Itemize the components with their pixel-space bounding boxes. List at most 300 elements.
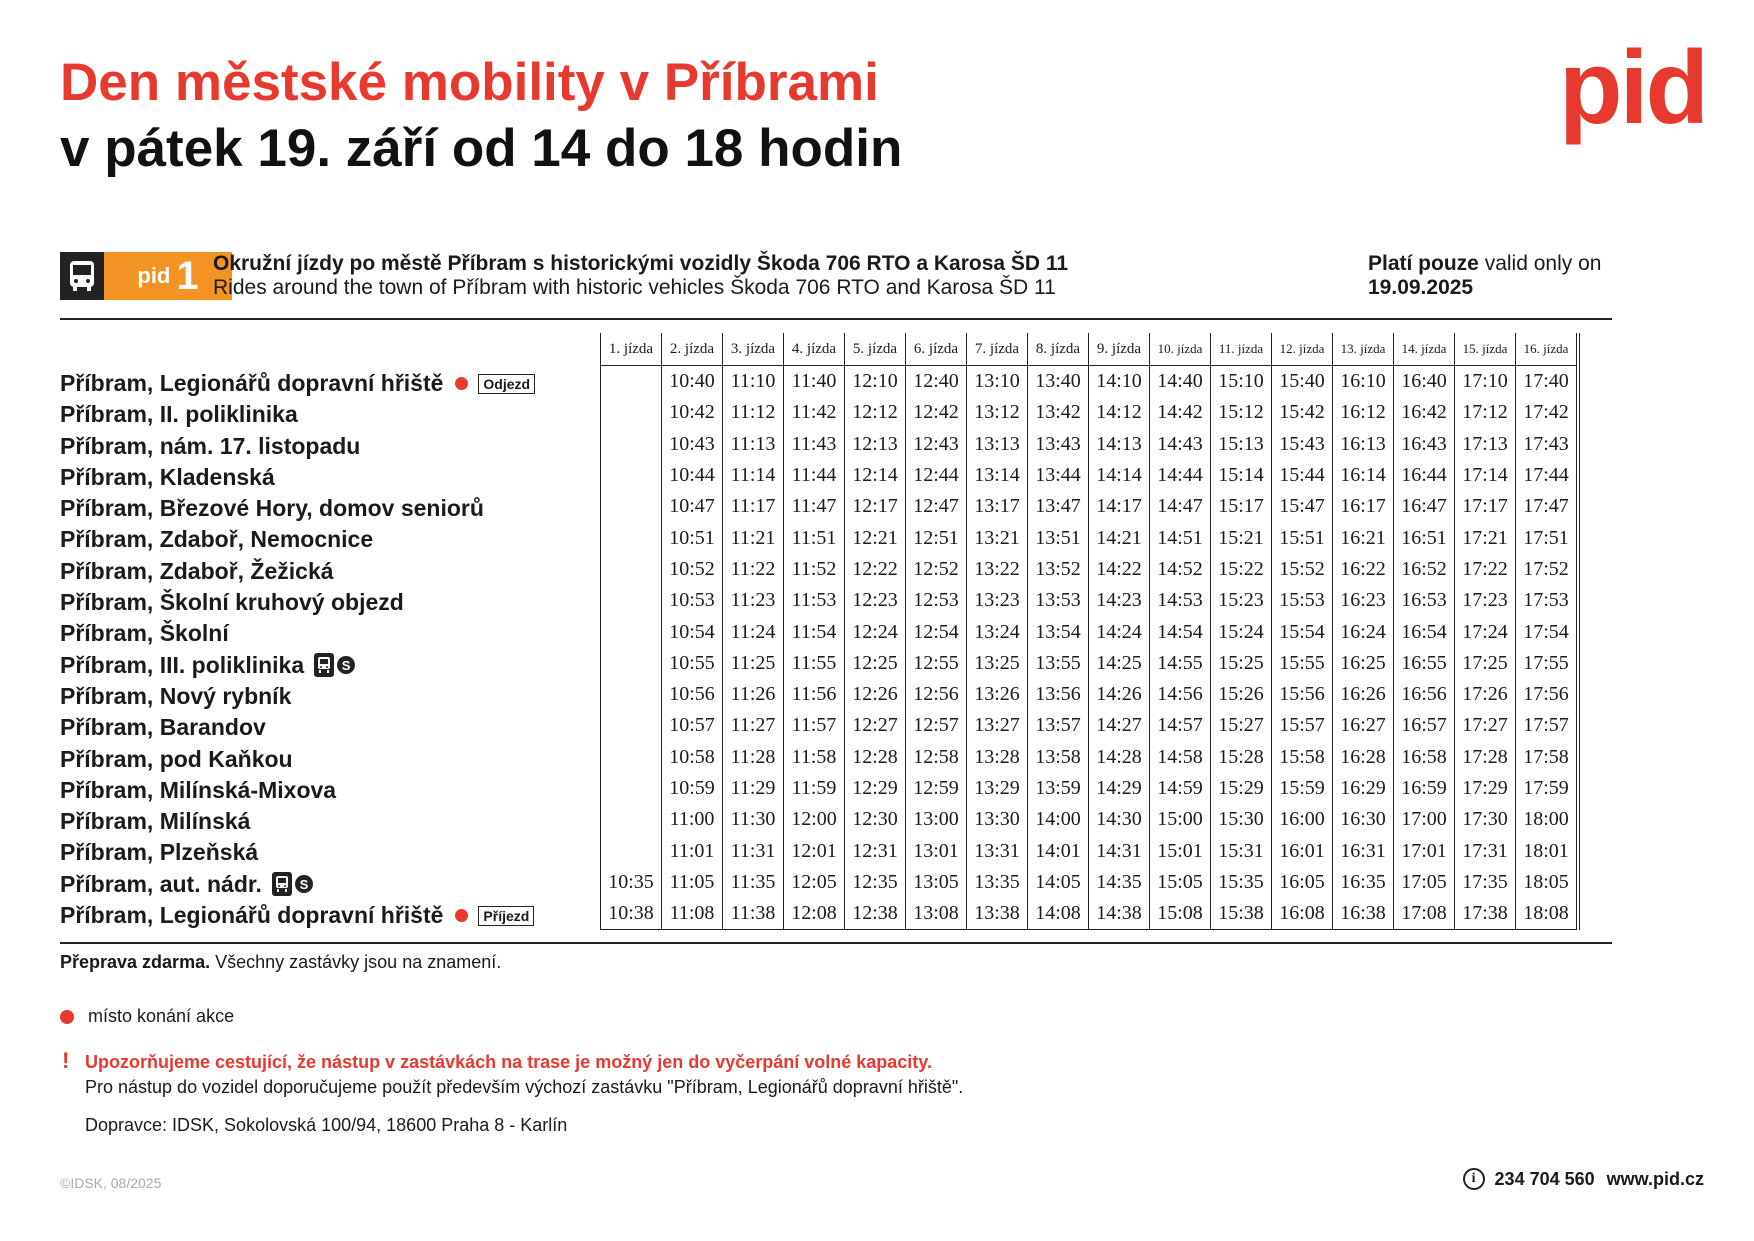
time-cell: 13:24 — [967, 616, 1028, 647]
time-cell: 13:55 — [1028, 648, 1089, 679]
time-cell: 16:55 — [1394, 648, 1455, 679]
time-cell: 17:53 — [1516, 585, 1579, 616]
time-cell: 11:24 — [723, 616, 784, 647]
time-cell: 18:00 — [1516, 804, 1579, 835]
time-cell: 14:01 — [1028, 835, 1089, 866]
time-cell — [601, 460, 662, 491]
time-cell: 13:47 — [1028, 491, 1089, 522]
time-cell: 17:12 — [1455, 397, 1516, 428]
time-cell: 11:30 — [723, 804, 784, 835]
page-title: Den městské mobility v Příbrami — [60, 53, 879, 112]
table-row — [601, 710, 1579, 741]
stop-name: Příbram, Zdaboř, Nemocnice — [60, 526, 374, 553]
time-cell: 11:23 — [723, 585, 784, 616]
time-cell — [601, 835, 662, 866]
time-cell: 15:43 — [1272, 429, 1333, 460]
stop-row — [60, 837, 535, 868]
time-cell: 17:38 — [1455, 898, 1516, 930]
time-cell: 14:30 — [1089, 804, 1150, 835]
time-cell: 14:56 — [1150, 679, 1211, 710]
time-cell: 12:56 — [906, 679, 967, 710]
time-cell: 10:43 — [662, 429, 723, 460]
time-cell: 17:43 — [1516, 429, 1579, 460]
time-cell: 17:05 — [1394, 867, 1455, 898]
stop-tag: Příjezd — [478, 906, 534, 926]
time-cell: 13:56 — [1028, 679, 1089, 710]
time-cell: 17:23 — [1455, 585, 1516, 616]
time-cell — [601, 585, 662, 616]
time-cell: 13:29 — [967, 773, 1028, 804]
time-cell: 11:40 — [784, 366, 845, 398]
time-cell: 13:40 — [1028, 366, 1089, 398]
time-cell: 11:56 — [784, 679, 845, 710]
time-cell: 11:54 — [784, 616, 845, 647]
time-cell: 16:23 — [1333, 585, 1394, 616]
time-cell: 15:22 — [1211, 554, 1272, 585]
time-cell: 12:44 — [906, 460, 967, 491]
stop-row — [60, 744, 535, 775]
stop-row — [60, 524, 535, 555]
table-row — [601, 804, 1579, 835]
time-cell: 14:17 — [1089, 491, 1150, 522]
time-cell — [601, 773, 662, 804]
warning-icon: ! — [62, 1048, 70, 1073]
trip-header: 9. jízda — [1089, 333, 1150, 366]
time-cell: 16:29 — [1333, 773, 1394, 804]
time-cell: 12:27 — [845, 710, 906, 741]
time-cell: 11:05 — [662, 867, 723, 898]
stop-name: Příbram, Nový rybník — [60, 682, 292, 709]
trip-header: 10. jízda — [1150, 333, 1211, 366]
time-cell: 17:28 — [1455, 742, 1516, 773]
time-cell: 14:59 — [1150, 773, 1211, 804]
time-cell: 17:54 — [1516, 616, 1579, 647]
time-cell: 13:00 — [906, 804, 967, 835]
valid-label-en: valid only on — [1484, 252, 1602, 275]
time-cell: 11:01 — [662, 835, 723, 866]
phone-number: 234 704 560 — [1494, 1168, 1595, 1189]
time-cell: 14:53 — [1150, 585, 1211, 616]
stop-row — [60, 650, 535, 681]
top-divider — [60, 318, 1612, 320]
time-cell: 12:58 — [906, 742, 967, 773]
stop-name: Příbram, Kladenská — [60, 463, 275, 490]
time-cell: 15:21 — [1211, 522, 1272, 553]
page-subtitle: v pátek 19. září od 14 do 18 hodin — [60, 119, 903, 178]
s-train-icon: S — [337, 656, 355, 674]
time-cell: 10:42 — [662, 397, 723, 428]
time-cell: 12:28 — [845, 742, 906, 773]
line-number: 1 — [176, 253, 199, 298]
time-cell: 15:17 — [1211, 491, 1272, 522]
time-cell: 12:57 — [906, 710, 967, 741]
time-cell: 17:22 — [1455, 554, 1516, 585]
time-cell: 12:42 — [906, 397, 967, 428]
time-cell: 15:55 — [1272, 648, 1333, 679]
stop-name: Příbram, Březové Hory, domov seniorů — [60, 495, 484, 522]
trip-header: 8. jízda — [1028, 333, 1089, 366]
time-cell: 13:57 — [1028, 710, 1089, 741]
time-cell: 13:52 — [1028, 554, 1089, 585]
time-cell: 13:12 — [967, 397, 1028, 428]
time-cell: 13:35 — [967, 867, 1028, 898]
time-cell: 13:13 — [967, 429, 1028, 460]
copyright: ©IDSK, 08/2025 — [60, 1175, 162, 1191]
stop-name: Příbram, II. poliklinika — [60, 401, 298, 428]
table-row — [601, 460, 1579, 491]
time-cell: 13:25 — [967, 648, 1028, 679]
table-row — [601, 835, 1579, 866]
time-cell: 12:17 — [845, 491, 906, 522]
time-cell: 14:28 — [1089, 742, 1150, 773]
s-train-icon: S — [295, 875, 313, 893]
boarding-recommendation: Pro nástup do vozidel doporučujeme použít především výchozí zastávku "Příbram, Legionářů dopravní hřiště". — [85, 1077, 964, 1097]
trip-header: 11. jízda — [1211, 333, 1272, 366]
time-cell: 17:21 — [1455, 522, 1516, 553]
time-cell: 16:24 — [1333, 616, 1394, 647]
valid-label-cz: Platí pouze — [1368, 252, 1479, 275]
time-cell: 13:30 — [967, 804, 1028, 835]
time-cell: 14:57 — [1150, 710, 1211, 741]
table-row — [601, 898, 1579, 930]
time-cell: 13:22 — [967, 554, 1028, 585]
time-cell: 15:53 — [1272, 585, 1333, 616]
time-cell — [601, 397, 662, 428]
time-cell: 12:59 — [906, 773, 967, 804]
time-cell: 17:29 — [1455, 773, 1516, 804]
time-cell: 16:56 — [1394, 679, 1455, 710]
time-cell: 14:44 — [1150, 460, 1211, 491]
time-cell: 12:51 — [906, 522, 967, 553]
stop-name: Příbram, Školní kruhový objezd — [60, 589, 404, 616]
time-cell: 11:27 — [723, 710, 784, 741]
trip-header: 6. jízda — [906, 333, 967, 366]
time-cell: 11:43 — [784, 429, 845, 460]
time-cell: 12:54 — [906, 616, 967, 647]
table-row — [601, 554, 1579, 585]
time-cell: 16:27 — [1333, 710, 1394, 741]
time-cell: 12:47 — [906, 491, 967, 522]
train-icon — [314, 653, 334, 677]
time-cell: 15:29 — [1211, 773, 1272, 804]
time-cell: 12:24 — [845, 616, 906, 647]
time-cell: 15:14 — [1211, 460, 1272, 491]
time-cell: 14:14 — [1089, 460, 1150, 491]
time-cell: 16:01 — [1272, 835, 1333, 866]
time-cell: 11:10 — [723, 366, 784, 398]
time-cell: 11:58 — [784, 742, 845, 773]
time-cell: 11:13 — [723, 429, 784, 460]
time-cell: 13:01 — [906, 835, 967, 866]
time-cell: 13:27 — [967, 710, 1028, 741]
stop-row — [60, 869, 535, 900]
time-cell: 14:00 — [1028, 804, 1089, 835]
time-cell: 17:47 — [1516, 491, 1579, 522]
route-description — [213, 252, 1068, 300]
time-cell: 15:47 — [1272, 491, 1333, 522]
time-cell: 10:58 — [662, 742, 723, 773]
time-cell: 15:23 — [1211, 585, 1272, 616]
trip-header: 15. jízda — [1455, 333, 1516, 366]
stop-row — [60, 900, 535, 931]
trip-header: 14. jízda — [1394, 333, 1455, 366]
table-row — [601, 616, 1579, 647]
time-cell: 12:23 — [845, 585, 906, 616]
time-cell: 12:35 — [845, 867, 906, 898]
time-cell: 17:42 — [1516, 397, 1579, 428]
time-cell: 16:40 — [1394, 366, 1455, 398]
time-cell — [601, 429, 662, 460]
time-cell: 11:21 — [723, 522, 784, 553]
time-cell: 10:54 — [662, 616, 723, 647]
stop-name: Příbram, Legionářů dopravní hřiště — [60, 902, 444, 929]
line-badge-prefix: pid — [137, 263, 171, 288]
time-cell: 13:05 — [906, 867, 967, 898]
time-cell: 15:42 — [1272, 397, 1333, 428]
time-cell: 13:51 — [1028, 522, 1089, 553]
time-cell: 14:42 — [1150, 397, 1211, 428]
time-cell: 14:43 — [1150, 429, 1211, 460]
time-cell: 12:25 — [845, 648, 906, 679]
transfer-icons — [272, 872, 313, 896]
free-transport-note — [60, 952, 501, 973]
stop-row — [60, 775, 535, 806]
time-cell: 17:35 — [1455, 867, 1516, 898]
time-cell: 10:53 — [662, 585, 723, 616]
time-cell: 14:47 — [1150, 491, 1211, 522]
train-icon — [272, 872, 292, 896]
legend — [60, 1006, 234, 1027]
time-cell — [601, 742, 662, 773]
time-cell: 10:44 — [662, 460, 723, 491]
table-row — [601, 429, 1579, 460]
time-cell: 16:53 — [1394, 585, 1455, 616]
time-cell: 13:42 — [1028, 397, 1089, 428]
stop-name: Příbram, Zdaboř, Žežická — [60, 557, 334, 584]
time-cell: 11:22 — [723, 554, 784, 585]
time-cell: 16:25 — [1333, 648, 1394, 679]
time-cell: 13:59 — [1028, 773, 1089, 804]
time-cell: 17:26 — [1455, 679, 1516, 710]
time-cell: 16:57 — [1394, 710, 1455, 741]
validity — [1368, 252, 1601, 300]
time-cell: 12:38 — [845, 898, 906, 930]
time-cell: 18:08 — [1516, 898, 1579, 930]
time-cell: 16:14 — [1333, 460, 1394, 491]
time-cell: 11:47 — [784, 491, 845, 522]
timetable — [600, 333, 1580, 930]
time-cell: 12:31 — [845, 835, 906, 866]
table-row — [601, 366, 1579, 398]
time-cell: 16:31 — [1333, 835, 1394, 866]
contact-info — [1463, 1168, 1704, 1190]
time-cell: 11:53 — [784, 585, 845, 616]
stop-name: Příbram, nám. 17. listopadu — [60, 432, 361, 459]
stop-row — [60, 493, 535, 524]
time-cell: 17:30 — [1455, 804, 1516, 835]
time-cell: 14:21 — [1089, 522, 1150, 553]
time-cell: 17:13 — [1455, 429, 1516, 460]
valid-date: 19.09.2025 — [1368, 276, 1474, 299]
trip-header: 3. jízda — [723, 333, 784, 366]
stop-name: Příbram, Legionářů dopravní hřiště — [60, 370, 444, 396]
time-cell: 16:58 — [1394, 742, 1455, 773]
time-cell: 12:53 — [906, 585, 967, 616]
time-cell: 15:27 — [1211, 710, 1272, 741]
time-cell: 17:00 — [1394, 804, 1455, 835]
stop-row — [60, 431, 535, 462]
event-dot-icon — [455, 909, 468, 922]
website-link[interactable]: www.pid.cz — [1606, 1168, 1704, 1189]
time-cell: 11:51 — [784, 522, 845, 553]
time-cell: 17:51 — [1516, 522, 1579, 553]
time-cell: 14:31 — [1089, 835, 1150, 866]
time-cell: 14:52 — [1150, 554, 1211, 585]
time-cell: 12:30 — [845, 804, 906, 835]
time-cell: 16:13 — [1333, 429, 1394, 460]
time-cell: 14:08 — [1028, 898, 1089, 930]
time-cell: 14:25 — [1089, 648, 1150, 679]
capacity-warning: Upozorňujeme cestující, že nástup v zastávkách na trase je možný jen do vyčerpání volné kapacity. — [85, 1052, 932, 1072]
trip-header: 13. jízda — [1333, 333, 1394, 366]
time-cell: 16:43 — [1394, 429, 1455, 460]
stop-name: Příbram, III. poliklinika — [60, 651, 305, 678]
time-cell — [601, 616, 662, 647]
table-row — [601, 585, 1579, 616]
stop-name: Příbram, aut. nádr. — [60, 870, 262, 897]
time-cell: 16:00 — [1272, 804, 1333, 835]
stop-tag: Odjezd — [478, 374, 535, 394]
time-cell: 15:40 — [1272, 366, 1333, 398]
table-row — [601, 867, 1579, 898]
time-cell: 14:12 — [1089, 397, 1150, 428]
time-cell: 14:58 — [1150, 742, 1211, 773]
time-cell: 14:54 — [1150, 616, 1211, 647]
time-cell: 13:54 — [1028, 616, 1089, 647]
time-cell: 13:14 — [967, 460, 1028, 491]
time-cell: 12:26 — [845, 679, 906, 710]
time-cell: 11:44 — [784, 460, 845, 491]
time-cell: 12:22 — [845, 554, 906, 585]
stop-row — [60, 712, 535, 743]
time-cell: 17:08 — [1394, 898, 1455, 930]
stop-row — [60, 399, 535, 430]
stop-name: Příbram, Školní — [60, 620, 229, 647]
time-cell: 15:38 — [1211, 898, 1272, 930]
transfer-icons — [314, 653, 355, 677]
time-cell: 11:55 — [784, 648, 845, 679]
time-cell: 10:59 — [662, 773, 723, 804]
time-cell: 17:27 — [1455, 710, 1516, 741]
time-cell: 14:22 — [1089, 554, 1150, 585]
time-cell: 10:56 — [662, 679, 723, 710]
time-cell: 14:51 — [1150, 522, 1211, 553]
time-cell: 16:54 — [1394, 616, 1455, 647]
free-transport-bold: Přeprava zdarma. — [60, 952, 211, 972]
time-cell: 16:17 — [1333, 491, 1394, 522]
time-cell: 16:44 — [1394, 460, 1455, 491]
time-cell: 15:54 — [1272, 616, 1333, 647]
stop-name: Příbram, Milínská-Mixova — [60, 776, 337, 803]
time-cell: 11:35 — [723, 867, 784, 898]
time-cell: 13:31 — [967, 835, 1028, 866]
time-cell: 17:56 — [1516, 679, 1579, 710]
time-cell: 15:51 — [1272, 522, 1333, 553]
time-cell: 17:24 — [1455, 616, 1516, 647]
time-cell: 14:29 — [1089, 773, 1150, 804]
time-cell: 16:51 — [1394, 522, 1455, 553]
time-cell: 17:10 — [1455, 366, 1516, 398]
trip-header: 1. jízda — [601, 333, 662, 366]
time-cell: 13:43 — [1028, 429, 1089, 460]
time-cell: 16:47 — [1394, 491, 1455, 522]
time-cell: 15:08 — [1150, 898, 1211, 930]
stop-row — [60, 556, 535, 587]
trip-header: 4. jízda — [784, 333, 845, 366]
time-cell: 11:25 — [723, 648, 784, 679]
route-title-en: Rides around the town of Příbram with historic vehicles Škoda 706 RTO and Karosa ŠD 11 — [213, 276, 1056, 299]
time-cell: 15:01 — [1150, 835, 1211, 866]
time-cell: 16:08 — [1272, 898, 1333, 930]
time-cell: 13:53 — [1028, 585, 1089, 616]
time-cell: 14:40 — [1150, 366, 1211, 398]
event-dot-icon — [60, 1010, 74, 1024]
time-cell: 13:28 — [967, 742, 1028, 773]
bus-icon — [60, 252, 104, 300]
time-cell: 15:05 — [1150, 867, 1211, 898]
time-cell: 16:42 — [1394, 397, 1455, 428]
stop-name: Příbram, pod Kaňkou — [60, 745, 293, 772]
trip-header: 2. jízda — [662, 333, 723, 366]
time-cell: 11:17 — [723, 491, 784, 522]
line-badge — [60, 252, 232, 300]
time-cell: 17:44 — [1516, 460, 1579, 491]
time-cell: 13:23 — [967, 585, 1028, 616]
stop-name: Příbram, Barandov — [60, 714, 266, 741]
time-cell: 17:14 — [1455, 460, 1516, 491]
stop-row — [60, 681, 535, 712]
time-cell: 12:21 — [845, 522, 906, 553]
time-cell: 14:23 — [1089, 585, 1150, 616]
time-cell — [601, 710, 662, 741]
time-cell: 16:12 — [1333, 397, 1394, 428]
time-cell: 10:35 — [601, 867, 662, 898]
time-cell: 15:58 — [1272, 742, 1333, 773]
bottom-divider — [60, 942, 1612, 944]
legend-event-label: místo konání akce — [88, 1006, 235, 1026]
time-cell: 10:40 — [662, 366, 723, 398]
operator-info: Dopravce: IDSK, Sokolovská 100/94, 18600 Praha 8 - Karlín — [85, 1115, 568, 1135]
table-row — [601, 648, 1579, 679]
info-icon: i — [1463, 1168, 1485, 1190]
time-cell: 12:43 — [906, 429, 967, 460]
time-cell: 10:38 — [601, 898, 662, 930]
time-cell: 13:26 — [967, 679, 1028, 710]
stop-row — [60, 587, 535, 618]
time-cell: 15:24 — [1211, 616, 1272, 647]
route-title-cz: Okružní jízdy po městě Příbram s historickými vozidly Škoda 706 RTO a Karosa ŠD 11 — [213, 252, 1069, 275]
time-cell: 15:57 — [1272, 710, 1333, 741]
time-cell: 16:35 — [1333, 867, 1394, 898]
time-cell: 16:10 — [1333, 366, 1394, 398]
time-cell: 12:29 — [845, 773, 906, 804]
time-cell: 13:58 — [1028, 742, 1089, 773]
stop-row — [60, 462, 535, 493]
time-cell: 10:47 — [662, 491, 723, 522]
time-cell: 15:26 — [1211, 679, 1272, 710]
time-cell: 16:30 — [1333, 804, 1394, 835]
time-cell: 14:35 — [1089, 867, 1150, 898]
